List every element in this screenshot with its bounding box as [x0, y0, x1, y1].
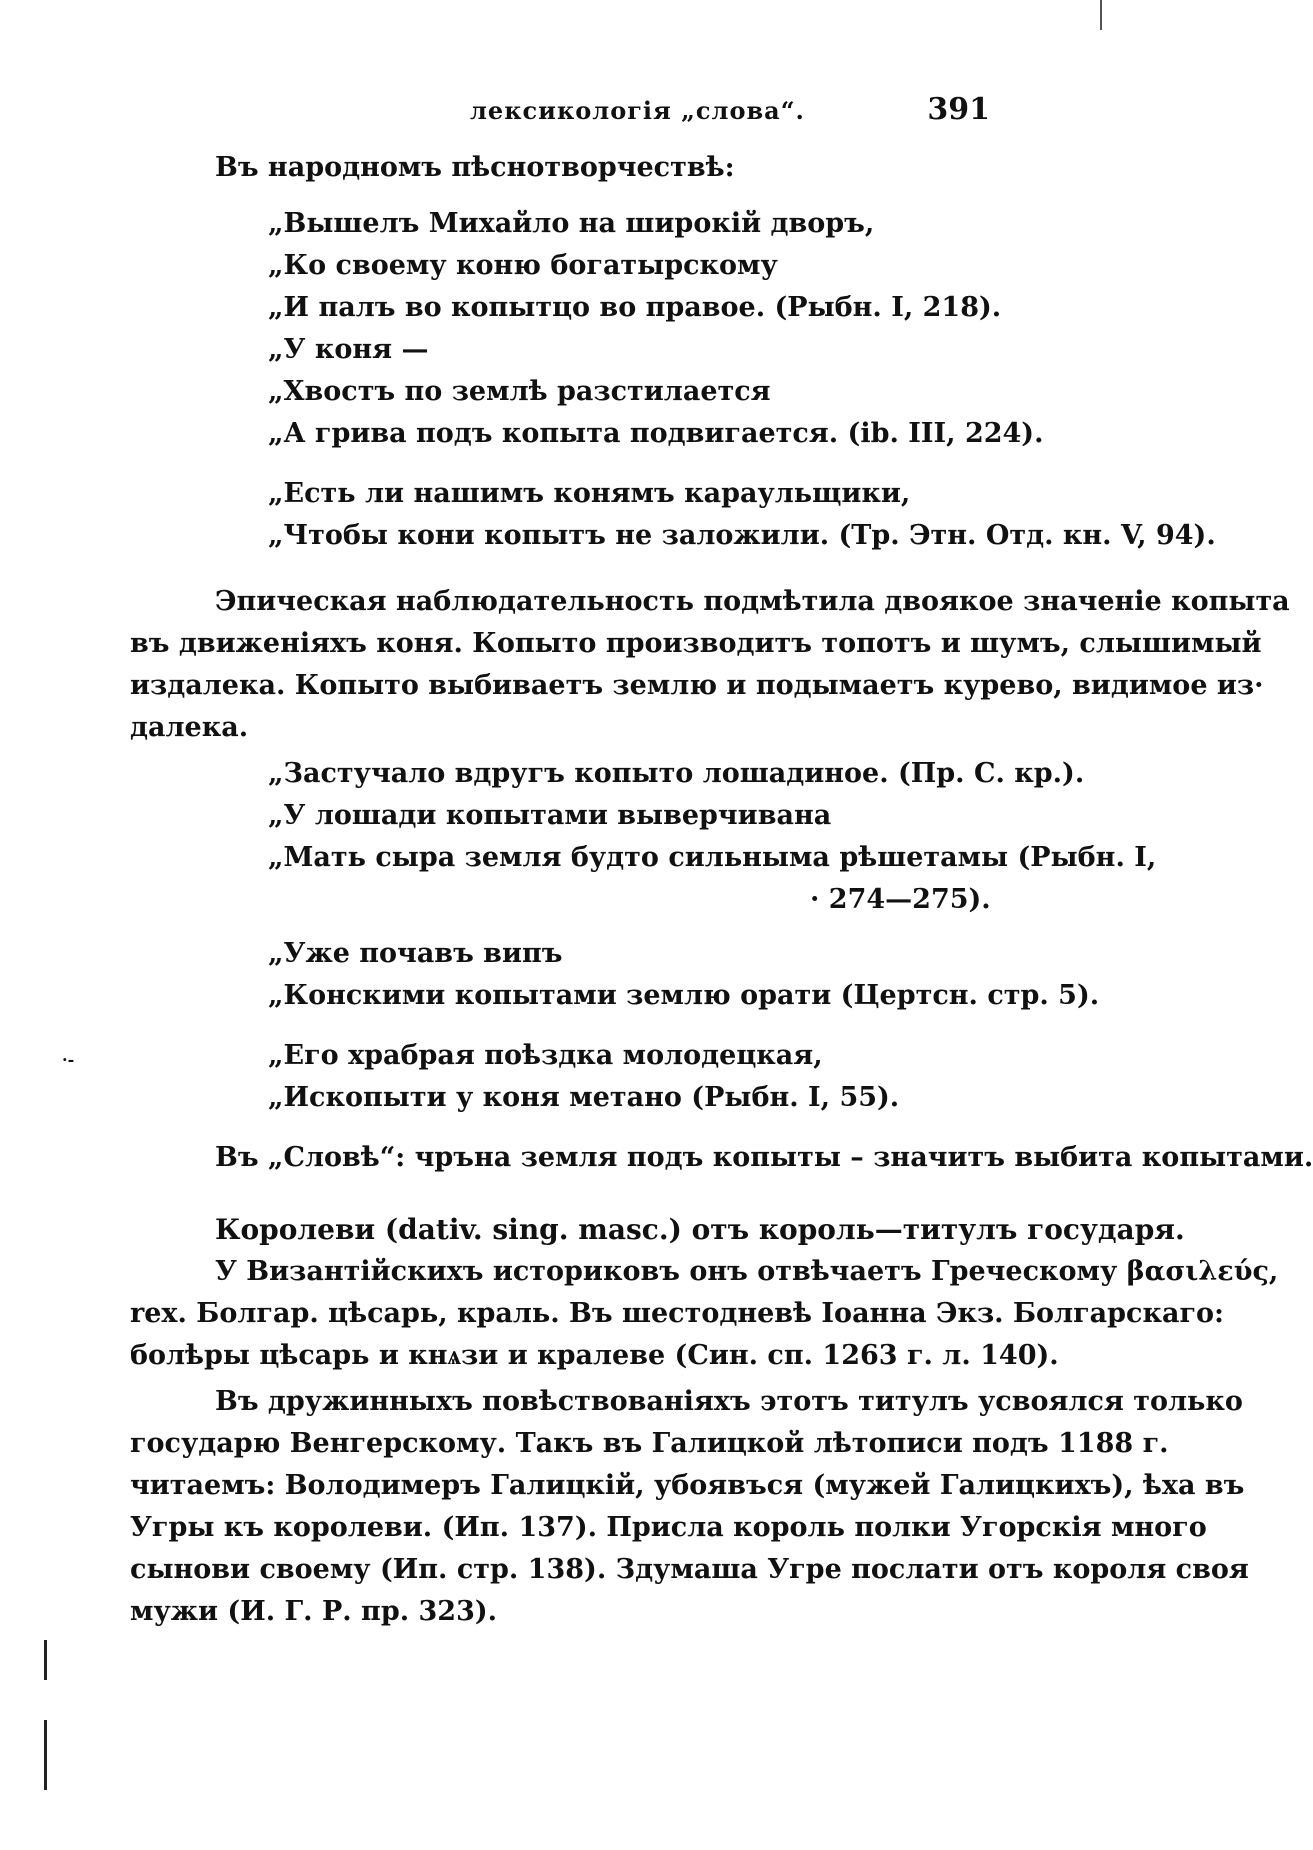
verse-line: „Ко своему коню богатырскому — [268, 250, 778, 281]
verse-line: „И палъ во копытцо во правое. (Рыбн. I, 218). — [268, 292, 1002, 323]
verse-line: „Мать сыра земля будто сильныма рѣшетамы (Рыбн. I, — [268, 842, 1157, 873]
paragraph-line: сынови своему (Ип. стр. 138). Здумаша Угре послати отъ короля своя — [130, 1554, 1249, 1585]
scan-edge-mark — [1100, 0, 1102, 30]
paragraph-line: издалека. Копыто выбиваетъ землю и подымаетъ курево, видимое из· — [130, 670, 1264, 701]
conclusion-line: Въ „Словѣ“: чръна земля подъ копыты – значитъ выбита копытами. — [215, 1142, 1313, 1173]
verse-line: „Хвостъ по землѣ разстилается — [268, 376, 771, 407]
verse-line: „Чтобы кони копытъ не заложили. (Тр. Этн. Отд. кн. V, 94). — [268, 520, 1216, 551]
verse-line: „Уже почавъ випъ — [268, 938, 563, 969]
paragraph-line: Въ дружинныхъ повѣствованіяхъ этотъ титулъ усвоялся только — [215, 1386, 1243, 1417]
verse-line: „Застучало вдругъ копыто лошадиное. (Пр. С. кр.). — [268, 758, 1085, 789]
entry-line: У Византійскихъ историковъ онъ отвѣчаетъ Греческому βασιλεύς, — [215, 1256, 1279, 1287]
scan-margin-mark — [44, 1640, 47, 1680]
verse-line: „Ископыти у коня метано (Рыбн. I, 55). — [268, 1082, 900, 1113]
verse-line: „У лошади копытами выверчивана — [268, 800, 832, 831]
running-title: лексикологія „слова“. — [470, 96, 805, 125]
verse-line: „Его храбрая поѣздка молодецкая, — [268, 1040, 823, 1071]
scan-margin-mark — [44, 1720, 47, 1790]
paragraph-line: въ движеніяхъ коня. Копыто производитъ топотъ и шумъ, слышимый — [130, 628, 1262, 659]
intro-line: Въ народномъ пѣснотворчествѣ: — [215, 152, 735, 183]
paragraph-line: далека. — [130, 712, 249, 743]
paragraph-line: читаемъ: Володимеръ Галицкій, убоявъся (мужей Галицкихъ), ѣха въ — [130, 1470, 1245, 1501]
paragraph-line: мужи (И. Г. Р. пр. 323). — [130, 1596, 498, 1627]
page-header — [440, 92, 990, 132]
page-number: 391 — [927, 92, 990, 127]
verse-line: „Конскими копытами землю орати (Цертсн. стр. 5). — [268, 980, 1100, 1011]
entry-headword-line: Королеви (dativ. sing. masc.) отъ король—титулъ государя. — [215, 1213, 1185, 1246]
paragraph-line: Угры къ королеви. (Ип. 137). Присла король полки Угорскія много — [130, 1512, 1207, 1543]
paragraph-line: государю Венгерскому. Такъ въ Галицкой лѣтописи подъ 1188 г. — [130, 1428, 1169, 1459]
entry-line: rex. Болгар. цѣсарь, краль. Въ шестодневѣ Іоанна Экз. Болгарскаго: — [130, 1298, 1224, 1329]
entry-line: болѣры цѣсарь и кнѧзи и кралеве (Син. сп. 1263 г. л. 140). — [130, 1340, 1059, 1371]
verse-line: · 274—275). — [810, 884, 991, 915]
verse-line: „У коня — — [268, 334, 429, 365]
margin-mark: ·- — [62, 1050, 75, 1069]
verse-line: „Вышелъ Михайло на широкій дворъ, — [268, 208, 875, 239]
verse-line: „А грива подъ копыта подвигается. (ib. III, 224). — [268, 418, 1044, 449]
paragraph-line: Эпическая наблюдательность подмѣтила двоякое значеніе копыта — [215, 586, 1290, 617]
verse-line: „Есть ли нашимъ конямъ караульщики, — [268, 478, 911, 509]
